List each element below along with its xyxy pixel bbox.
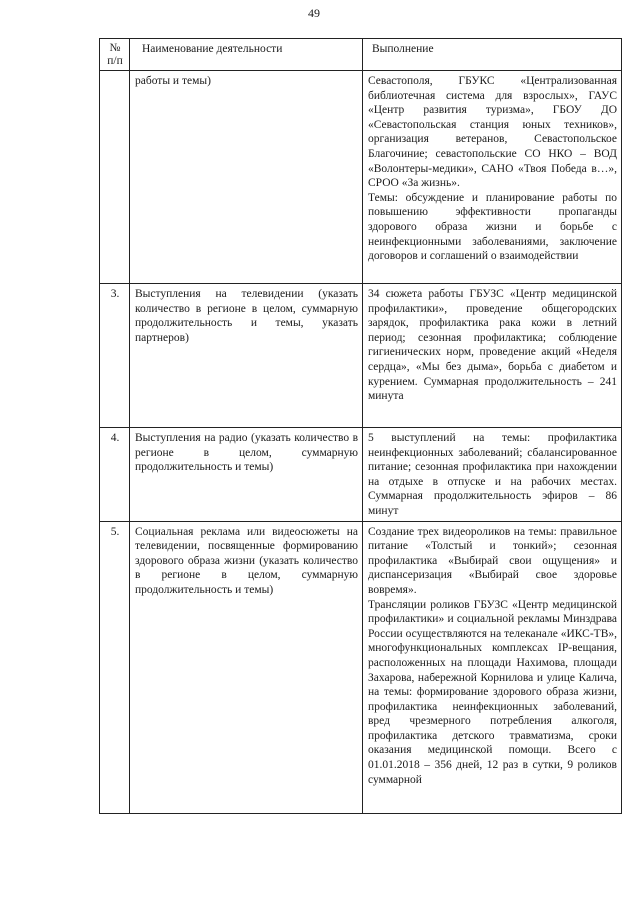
header-execution: Выполнение (363, 39, 622, 71)
table-row (100, 428, 622, 522)
row-activity: Выступления на радио (указать количество в регионе в целом, суммарную продолжительность и темы) (130, 428, 363, 522)
table-header-row (100, 39, 622, 71)
row-number: 5. (100, 521, 130, 813)
activity-table (99, 38, 622, 814)
execution-paragraph: Создание трех видеороликов на темы: правильное питание «Толстый и тонкий»; сезонная профилактика «Выбирай свои ощущения» и диспансеризация «Выбирай свое здоровье вовремя». (368, 525, 617, 596)
row-activity: Социальная реклама или видеосюжеты на телевидении, посвященные формированию здорового образа жизни (указать количество в регионе в целом, суммарную продолжительность и темы) (130, 521, 363, 813)
table-row (100, 71, 622, 284)
row-activity: работы и темы) (130, 71, 363, 284)
row-activity: Выступления на телевидении (указать количество в регионе в целом, суммарную продолжительность и темы, указать партнеров) (130, 284, 363, 428)
row-number: 4. (100, 428, 130, 522)
execution-paragraph: Темы: обсуждение и планирование работы по повышению эффективности пропаганды здорового образа жизни и борьбе с неинфекционными заболеваниями, заключение договоров и соглашений о взаимодействии (368, 191, 617, 263)
header-activity: Наименование деятельности (130, 39, 363, 71)
row-number (100, 71, 130, 284)
execution-paragraph: 5 выступлений на темы: профилактика неинфекционных заболеваний; сбалансированное питание; сезонная профилактика при нахождении на отдыхе в отпуске и на рабочих местах. Суммарная продолжительность эфиров – 86 минут (368, 432, 617, 517)
execution-paragraph: Севастополя, ГБУКС «Централизованная библиотечная система для взрослых», ГАУС «Центр развития туризма», ГБОУ ДО «Севастопольская станция юных техников», организация ветеранов, Севастопольское Благочиние; севастопольские СО НКО – ВОД «Волонтеры-медики», САНО «Твоя Победа в…», СРОО «За жизнь». (368, 75, 617, 190)
execution-paragraph: 34 сюжета работы ГБУЗС «Центр медицинской профилактики», проведение общегородских зарядок, профилактика рака кожи в летний период; сезонная профилактика; соблюдение гигиенических норм, проведение акций «Неделя сердца», «Мы без дыма», борьба с диабетом и курением. Суммарная продолжительность – 241 минута (368, 288, 617, 403)
row-number: 3. (100, 284, 130, 428)
row-execution (363, 428, 622, 522)
page-number: 49 (308, 6, 320, 20)
table-row (100, 284, 622, 428)
table-row (100, 521, 622, 813)
execution-paragraph: Трансляции роликов ГБУЗС «Центр медицинской профилактики» и социальной рекламы Минздрава России осуществляются на телеканале «ИКС-ТВ», многофункциональных комплексах IP-вещания, расположенных на площади Нахимова, площади Захарова, набережной Корнилова и улице Калича, на темы: формирование здорового образа жизни, профилактика неинфекционных заболеваний, вред чрезмерного потребления алкоголя, профилактика детского травматизма, сроки оказания медицинской помощи. Всего с 01.01.2018 – 356 дней, 12 раз в сутки, 9 роликов суммарной (368, 598, 617, 786)
header-num: № п/п (100, 39, 130, 71)
row-execution (363, 521, 622, 813)
row-execution (363, 284, 622, 428)
row-execution (363, 71, 622, 284)
